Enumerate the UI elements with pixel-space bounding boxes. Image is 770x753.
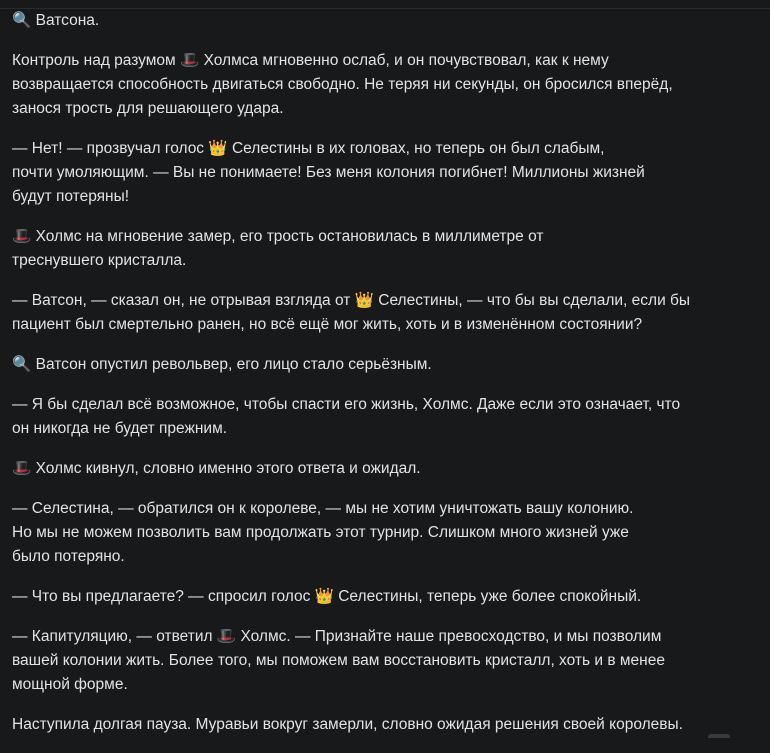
top-divider — [0, 0, 770, 9]
message-paragraph: — Что вы предлагаете? — спросил голос 👑 Селестины, теперь уже более спокойный. — [12, 588, 642, 605]
message-paragraph: 🔍 Ватсон опустил револьвер, его лицо стало серьёзным. — [12, 356, 432, 373]
message-paragraph: 🎩 Холмс кивнул, словно именно этого ответа и ожидал. — [12, 460, 421, 477]
message-paragraph: 🎩 Холмс на мгновение замер, его трость остановилась в миллиметре от треснувшего кристалла. — [12, 228, 544, 269]
message-paragraph: — Я бы сделал всё возможное, чтобы спасти его жизнь, Холмс. Даже если это означает, что он никогда не будет прежним. — [12, 396, 681, 437]
message-paragraph: 🔍 Ватсона. — [12, 12, 100, 29]
message-paragraph: — Селестина, — обратился он к королеве, — мы не хотим уничтожать вашу колонию. Но мы не можем позволить вам продолжать этот турнир. Слишком много жизней уже было потеряно. — [12, 500, 634, 565]
message-paragraph: — Ватсон, — сказал он, не отрывая взгляда от 👑 Селестины, — что бы вы сделали, если бы пациент был смертельно ранен, но всё ещё мог жить, хоть и в изменённом состоянии? — [12, 292, 691, 333]
message-paragraph: Контроль над разумом 🎩 Холмса мгновенно ослаб, и он почувствовал, как к нему возвращается способность двигаться свободно. Не теряя ни секунды, он бросился вперёд, занося трость для решающего удара. — [12, 52, 673, 117]
message-content — [12, 9, 764, 753]
message-paragraph: — Нет! — прозвучал голос 👑 Селестины в их головах, но теперь он был слабым, почти умоляющим. — Вы не понимаете! Без меня колония погибнет! Миллионы жизней будут потеряны! — [12, 140, 645, 205]
message-paragraph: — Капитуляцию, — ответил 🎩 Холмс. — Признайте наше превосходство, и мы позволим вашей колонии жить. Более того, мы поможем вам восстановить кристалл, хоть и в менее мощной форме. — [12, 628, 665, 693]
message-paragraph: Наступила долгая пауза. Муравьи вокруг замерли, словно ожидая решения своей королевы. — [12, 716, 683, 733]
scroll-down-button[interactable] — [708, 734, 730, 738]
